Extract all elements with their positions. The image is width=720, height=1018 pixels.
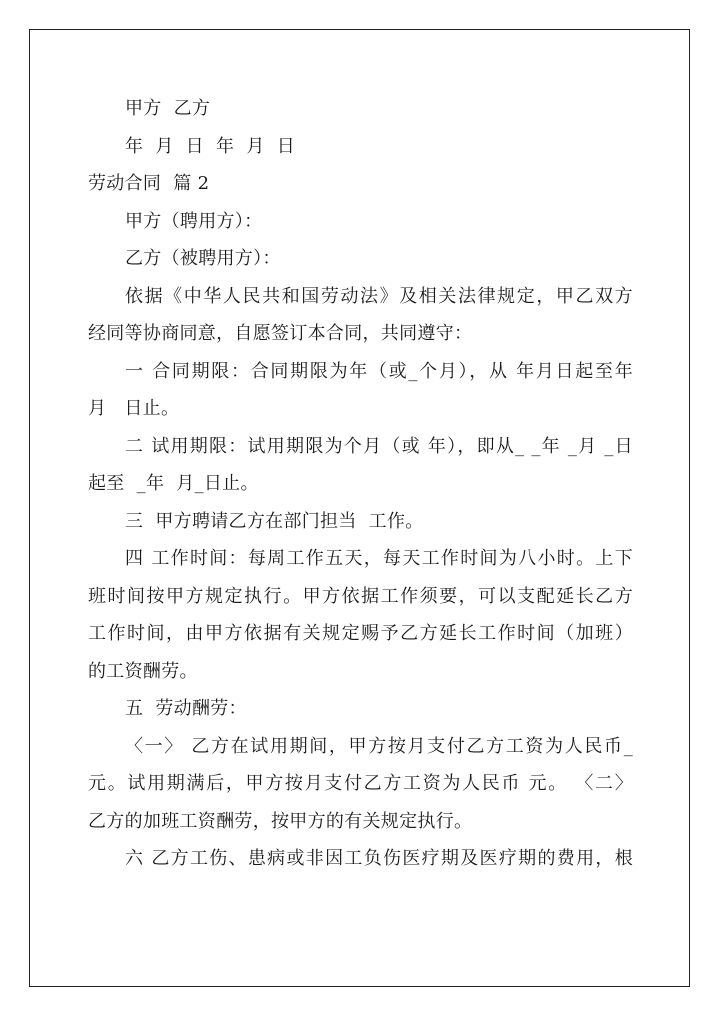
- paragraph-line: 五 劳动酬劳：: [125, 698, 247, 719]
- paragraph-line: 四 工作时间：每周工作五天，每天工作时间为八小时。上下: [125, 548, 633, 569]
- paragraph-line: 〈一〉 乙方在试用期间，甲方按月支付乙方工资为人民币_: [125, 735, 633, 757]
- paragraph-line: 月 日止。: [88, 398, 180, 419]
- paragraph-line: 依据《中华人民共和国劳动法》及相关法律规定，甲乙双方: [125, 285, 633, 307]
- paragraph-line: 经同等协商同意，自愿签订本合同，共同遵守：: [88, 323, 473, 344]
- signature-parties-line: 甲方 乙方: [125, 98, 211, 119]
- paragraph-line: 元。试用期满后，甲方按月支付乙方工资为人民币 元。 〈二〉: [88, 773, 633, 794]
- paragraph-line: 乙方的加班工资酬劳，按甲方的有关规定执行。: [88, 810, 473, 832]
- paragraph-line: 起至 _年 月_日止。: [88, 473, 259, 494]
- paragraph-line: 班时间按甲方规定执行。甲方依据工作须要，可以支配延长乙方: [88, 585, 633, 607]
- document-body: [88, 90, 633, 878]
- paragraph-line: 工作时间，由甲方依据有关规定赐予乙方延长工作时间（加班）: [88, 623, 633, 644]
- paragraph-line: 的工资酬劳。: [88, 660, 198, 682]
- party-a-label: 甲方（聘用方）：: [125, 210, 263, 232]
- section-title: 劳动合同 篇 2: [88, 173, 210, 194]
- paragraph-line: 二 试用期限：试用期限为个月（或 年），即从_ _年 _月 _日: [125, 435, 633, 457]
- paragraph-line: 六 乙方工伤、患病或非因工负伤医疗期及医疗期的费用，根: [125, 848, 633, 869]
- party-b-label: 乙方（被聘用方）：: [125, 248, 281, 269]
- paragraph-line: 三 甲方聘请乙方在部门担当 工作。: [125, 510, 424, 532]
- paragraph-line: 一 合同期限：合同期限为年（或_个月），从 年月日起至年: [125, 360, 633, 382]
- signature-date-line: 年 月 日 年 月 日: [125, 135, 296, 157]
